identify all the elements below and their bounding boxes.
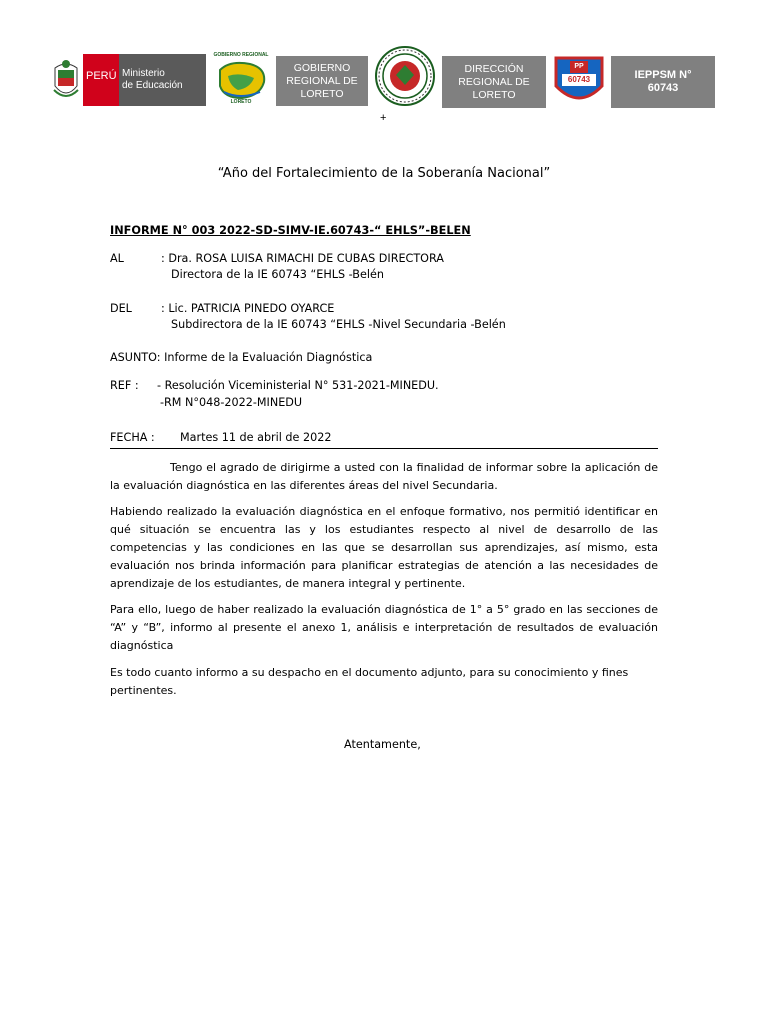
gobierno-regional-logo	[210, 52, 272, 108]
del-line2: Subdirectora de la IE 60743 “EHLS -Nivel Secundaria -Belén	[171, 318, 506, 331]
divider-line	[110, 448, 658, 449]
direccion-regional-box-label: DIRECCIÓN REGIONAL DE LORETO	[458, 62, 530, 101]
paragraph-3	[110, 601, 658, 655]
paragraph-3-text: Para ello, luego de haber realizado la evaluación diagnóstica de 1° a 5° grado en las secciones de “A” y “B”, informo al presente el anexo 1, análisis e interpretación de resultados de evaluación diagnóstica	[110, 603, 658, 652]
paragraph-4-text: Es todo cuanto informo a su despacho en el documento adjunto, para su conocimiento y fines pertinentes.	[110, 666, 629, 697]
del-label: DEL	[110, 302, 132, 315]
gobierno-logo-bottom-text: LORETO	[230, 99, 252, 105]
ref-line2: -RM N°048-2022-MINEDU	[160, 396, 303, 409]
direccion-regional-seal-icon	[374, 45, 436, 107]
direccion-regional-box	[442, 56, 546, 108]
report-title: INFORME N° 003 2022-SD-SIMV-IE.60743-“ EHLS”-BELEN	[110, 224, 471, 237]
fecha-label: FECHA :	[110, 431, 155, 444]
paragraph-4	[110, 664, 658, 700]
school-badge-number: 60743	[567, 75, 591, 84]
gobierno-regional-box	[276, 56, 368, 106]
paragraph-2-text: Habiendo realizado la evaluación diagnóstica en el enfoque formativo, nos permitió identificar en qué situación se encuentra las y los estudiantes respecto al nivel de desarrollo de las competencias y las condiciones en las que se desarrollan sus aprendizajes, así mismo, esta evaluación nos brinda información para planificar estrategias de atención a las necesidades de aprendizaje de los estudiantes, de manera integral y pertinente.	[110, 505, 658, 590]
minedu-line2: de Educación	[122, 80, 183, 91]
paragraph-1-text: Tengo el agrado de dirigirme a usted con la finalidad de informar sobre la aplicación de la evaluación diagnóstica en las diferentes áreas del nivel Secundaria.	[110, 461, 658, 492]
peru-label: PERÚ	[86, 70, 117, 82]
al-label: AL	[110, 252, 124, 265]
year-motto: “Año del Fortalecimiento de la Soberanía Nacional”	[217, 166, 551, 181]
gobierno-logo-top-text: GOBIERNO REGIONAL	[213, 52, 269, 58]
paragraph-1	[110, 459, 658, 495]
ref-label: REF :	[110, 379, 139, 392]
ieppsm-box-label: IEPPSM N° 60743	[634, 69, 692, 94]
plus-mark: +	[380, 112, 387, 124]
minedu-line1: Ministerio	[122, 68, 165, 79]
fecha-value: Martes 11 de abril de 2022	[180, 431, 332, 444]
closing: Atentamente,	[344, 738, 421, 751]
school-shield-icon	[552, 54, 606, 108]
paragraph-2	[110, 503, 658, 593]
minedu-logo	[52, 54, 206, 106]
ref-line1: - Resolución Viceministerial N° 531-2021-MINEDU.	[157, 379, 439, 392]
school-badge-pp: PP	[574, 63, 584, 70]
ieppsm-box	[611, 56, 715, 108]
al-line2: Directora de la IE 60743 “EHLS -Belén	[171, 268, 384, 281]
peru-coat-of-arms-icon	[52, 56, 80, 104]
asunto: ASUNTO: Informe de la Evaluación Diagnóstica	[110, 351, 373, 364]
gobierno-regional-box-label: GOBIERNO REGIONAL DE LORETO	[286, 61, 358, 100]
al-line1: : Dra. ROSA LUISA RIMACHI DE CUBAS DIRECTORA	[161, 252, 444, 265]
del-line1: : Lic. PATRICIA PINEDO OYARCE	[161, 302, 335, 315]
